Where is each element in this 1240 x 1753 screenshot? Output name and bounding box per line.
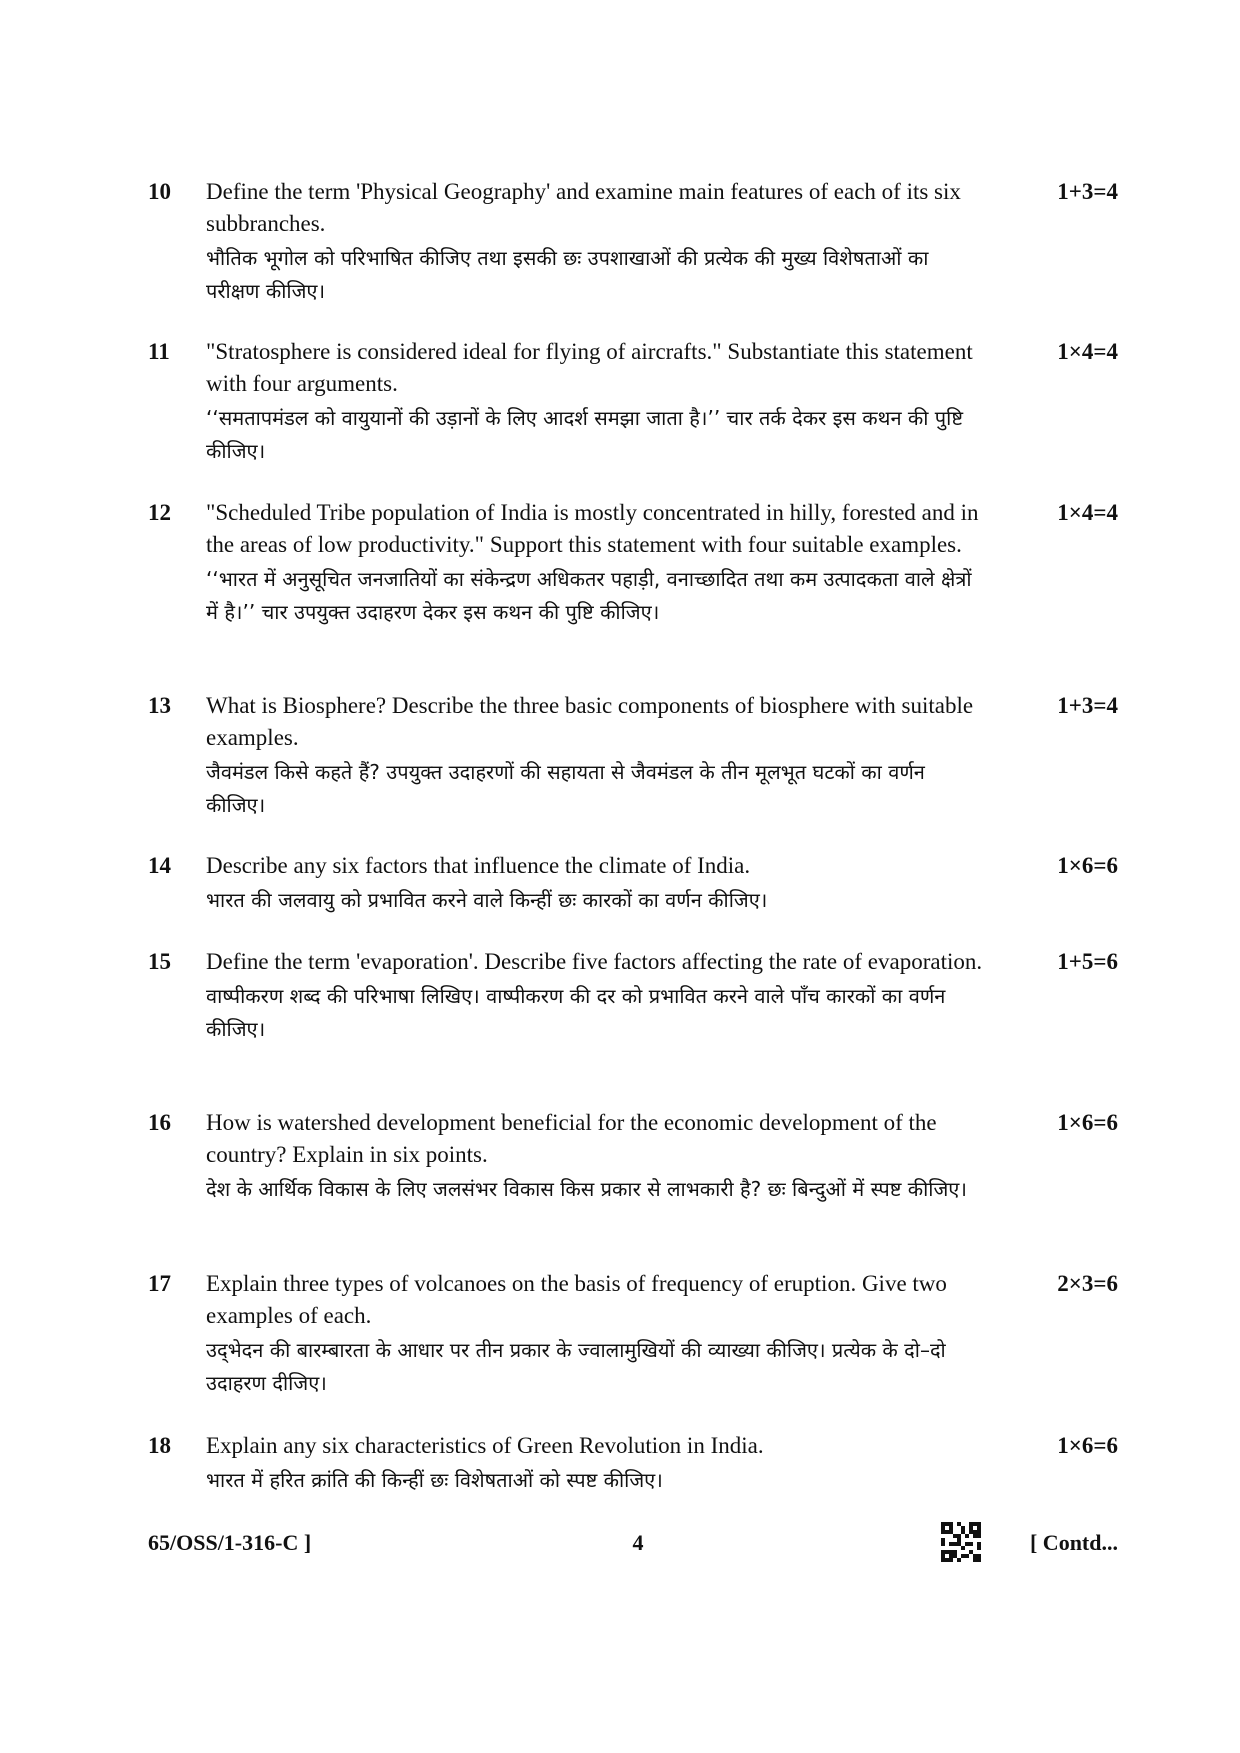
- question-text: [206, 1268, 984, 1400]
- question-english: Define the term 'evaporation'. Describe five factors affecting the rate of evaporation.: [206, 949, 983, 974]
- question-number: 12: [148, 500, 171, 525]
- question-hindi: भारत की जलवायु को प्रभावित करने वाले किन्हीं छः कारकों का वर्णन कीजिए।: [206, 888, 768, 912]
- question-english: Explain any six characteristics of Green Revolution in India.: [206, 1433, 764, 1458]
- question-number: 11: [148, 339, 170, 364]
- question-text: [206, 176, 984, 308]
- question-text: [206, 1430, 984, 1497]
- question-marks: 1×6=6: [1057, 853, 1118, 878]
- question-hindi: ‘‘भारत में अनुसूचित जनजातियों का संकेन्द्रण अधिकतर पहाड़ी, वनाच्छादित तथा कम उत्पादकता वाले क्षेत्रों में है।’’ चार उपयुक्त उदाहरण देकर इस कथन की पुष्टि कीजिए।: [206, 567, 972, 624]
- continued-label: [ Contd...: [1029, 1530, 1118, 1555]
- question-text: [206, 690, 984, 822]
- question-marks: 1+3=4: [1057, 179, 1118, 204]
- qr-code-icon: [941, 1522, 981, 1562]
- question-marks: 1×4=4: [1057, 339, 1118, 364]
- page-number: 4: [632, 1530, 644, 1555]
- question-hindi: भौतिक भूगोल को परिभाषित कीजिए तथा इसकी छः उपशाखाओं की प्रत्येक की मुख्य विशेषताओं का परीक्षण कीजिए।: [206, 246, 929, 303]
- question-hindi: उद्‌भेदन की बारम्बारता के आधार पर तीन प्रकार के ज्वालामुखियों की व्याख्या कीजिए। प्रत्येक के दो–दो उदाहरण दीजिए।: [206, 1338, 946, 1395]
- question-text: [206, 497, 984, 629]
- question-text: [206, 850, 984, 917]
- question-english: What is Biosphere? Describe the three basic components of biosphere with suitable examples.: [206, 693, 974, 750]
- question-number: 17: [148, 1271, 171, 1296]
- question-english: "Stratosphere is considered ideal for flying of aircrafts." Substantiate this statement with four arguments.: [206, 339, 973, 396]
- question-english: Describe any six factors that influence the climate of India.: [206, 853, 751, 878]
- question-english: Define the term 'Physical Geography' and examine main features of each of its six subbranches.: [206, 179, 961, 236]
- question-number: 16: [148, 1110, 171, 1135]
- question-text: [206, 946, 984, 1046]
- paper-code: 65/OSS/1-316-C ]: [148, 1530, 312, 1555]
- question-english: Explain three types of volcanoes on the basis of frequency of eruption. Give two examples of each.: [206, 1271, 947, 1328]
- question-marks: 1+3=4: [1057, 693, 1118, 718]
- question-number: 18: [148, 1433, 171, 1458]
- question-hindi: वाष्पीकरण शब्द की परिभाषा लिखिए। वाष्पीकरण की दर को प्रभावित करने वाले पाँच कारकों का वर्णन कीजिए।: [206, 984, 946, 1041]
- question-hindi: भारत में हरित क्रांति की किन्हीं छः विशेषताओं को स्पष्ट कीजिए।: [206, 1468, 663, 1492]
- question-number: 10: [148, 179, 171, 204]
- question-marks: 2×3=6: [1057, 1271, 1118, 1296]
- question-marks: 1+5=6: [1057, 949, 1118, 974]
- question-number: 13: [148, 693, 171, 718]
- question-text: [206, 336, 984, 468]
- question-marks: 1×4=4: [1057, 500, 1118, 525]
- question-number: 14: [148, 853, 171, 878]
- question-hindi: ‘‘समतापमंडल को वायुयानों की उड़ानों के लिए आदर्श समझा जाता है।’’ चार तर्क देकर इस कथन की पुष्टि कीजिए।: [206, 406, 964, 463]
- question-number: 15: [148, 949, 171, 974]
- question-marks: 1×6=6: [1057, 1433, 1118, 1458]
- question-hindi: जैवमंडल किसे कहते हैं? उपयुक्त उदाहरणों की सहायता से जैवमंडल के तीन मूलभूत घटकों का वर्णन कीजिए।: [206, 760, 925, 817]
- question-marks: 1×6=6: [1057, 1110, 1118, 1135]
- question-english: How is watershed development beneficial for the economic development of the country? Explain in six points.: [206, 1110, 937, 1167]
- question-english: "Scheduled Tribe population of India is mostly concentrated in hilly, forested and in the areas of low productivity." Support this statement with four suitable examples.: [206, 500, 979, 557]
- page-footer: [148, 1526, 1118, 1566]
- question-hindi: देश के आर्थिक विकास के लिए जलसंभर विकास किस प्रकार से लाभकारी है? छः बिन्दुओं में स्पष्ट कीजिए।: [206, 1177, 967, 1201]
- question-text: [206, 1107, 984, 1206]
